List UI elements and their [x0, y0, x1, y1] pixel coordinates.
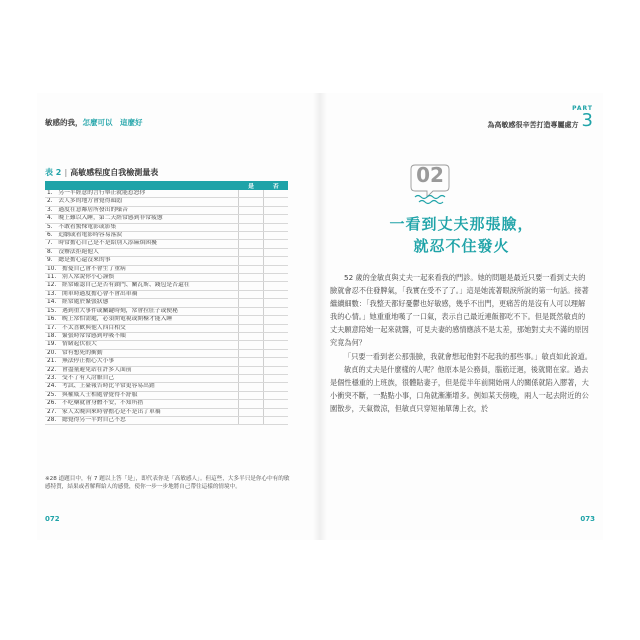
- yes-checkbox-cell[interactable]: [239, 232, 264, 240]
- no-checkbox-cell[interactable]: [264, 206, 289, 214]
- yes-checkbox-cell[interactable]: [239, 374, 264, 382]
- no-checkbox-cell[interactable]: [264, 282, 289, 290]
- yes-checkbox-cell[interactable]: [239, 383, 264, 391]
- yes-checkbox-cell[interactable]: [239, 190, 264, 198]
- no-checkbox-cell[interactable]: [264, 316, 289, 324]
- no-checkbox-cell[interactable]: [264, 383, 289, 391]
- left-header-part2: 怎麼可以 這麼好: [82, 118, 143, 127]
- body-paragraph-3: 敏貞的丈夫是什麼樣的人呢？他原本是公務員，腦筋迂迴，後就閒在家。過去是個性穩重的上班族，很體貼妻子，但是從半年前開始兩人的關係就陷入膠著，大小衝突不斷，一點點小事，口角就漸漸增多。例如某天傍晚，兩人一起去附近的公園散步，天氣微涼，但敏貞只穿短袖單薄上衣，於: [330, 364, 589, 413]
- no-checkbox-cell[interactable]: [264, 408, 289, 416]
- no-checkbox-cell[interactable]: [264, 290, 289, 298]
- title-separator: |: [64, 168, 68, 177]
- no-checkbox-cell[interactable]: [264, 358, 289, 366]
- question-cell: 22. 會盡量避免站在許多人面前: [45, 366, 239, 374]
- no-checkbox-cell[interactable]: [264, 341, 289, 349]
- yes-checkbox-cell[interactable]: [239, 416, 264, 424]
- question-cell: 2. 去人多的地方會覺得頭悶: [45, 198, 239, 206]
- yes-checkbox-cell[interactable]: [239, 307, 264, 315]
- table-row: [45, 248, 288, 256]
- yes-checkbox-cell[interactable]: [239, 282, 264, 290]
- yes-checkbox-cell[interactable]: [239, 316, 264, 324]
- page-number-right: 073: [580, 515, 595, 523]
- table-row: [45, 307, 288, 315]
- question-cell: 5. 不敢看驚悚電影或影集: [45, 223, 239, 231]
- yes-checkbox-cell[interactable]: [239, 274, 264, 282]
- table-row: [45, 215, 288, 223]
- question-cell: 10. 擔憂自己會不會生了重病: [45, 265, 239, 273]
- table-row: [45, 341, 288, 349]
- question-cell: 24. 考試、上臺報告時比平常更容易出錯: [45, 383, 239, 391]
- question-cell: 9. 總是擔心還沒來的事: [45, 257, 239, 265]
- headline-line-1: 一看到丈夫那張臉，: [389, 215, 534, 233]
- yes-checkbox-cell[interactable]: [239, 198, 264, 206]
- question-cell: 19. 情緒起伏很大: [45, 341, 239, 349]
- question-cell: 26. 不吃藥就會身體不安，不知所措: [45, 400, 239, 408]
- table-row: [45, 391, 288, 399]
- right-page: [320, 93, 603, 540]
- table-row: [45, 416, 288, 424]
- table-row: [45, 366, 288, 374]
- no-checkbox-cell[interactable]: [264, 198, 289, 206]
- question-cell: 11. 別人常說你小心謹慎: [45, 274, 239, 282]
- yes-checkbox-cell[interactable]: [239, 358, 264, 366]
- no-checkbox-cell[interactable]: [264, 190, 289, 198]
- header-question: [45, 181, 239, 190]
- no-checkbox-cell[interactable]: [264, 400, 289, 408]
- question-cell: 23. 受不了有人討厭自己: [45, 374, 239, 382]
- table-row: [45, 408, 288, 416]
- yes-checkbox-cell[interactable]: [239, 240, 264, 248]
- table-row: [45, 299, 288, 307]
- question-cell: 12. 經常確認自己是否有鎖門、關瓦斯、錢包是否還在: [45, 282, 239, 290]
- yes-checkbox-cell[interactable]: [239, 223, 264, 231]
- table-row: [45, 223, 288, 231]
- question-cell: 17. 不太喜歡與他人四目相交: [45, 324, 239, 332]
- table-row: [45, 282, 288, 290]
- no-checkbox-cell[interactable]: [264, 223, 289, 231]
- part-number: 3: [581, 110, 593, 131]
- yes-checkbox-cell[interactable]: [239, 215, 264, 223]
- table-row: [45, 240, 288, 248]
- question-cell: 3. 過度在意鄰居所發出的噪音: [45, 206, 239, 214]
- question-cell: 13. 開車時過度擔心會不會出車禍: [45, 290, 239, 298]
- table-row: [45, 358, 288, 366]
- page-number-left: 072: [45, 515, 60, 523]
- no-checkbox-cell[interactable]: [264, 299, 289, 307]
- yes-checkbox-cell[interactable]: [239, 341, 264, 349]
- question-cell: 28. 總覺得另一半對自己不忠: [45, 416, 239, 424]
- yes-checkbox-cell[interactable]: [239, 400, 264, 408]
- question-cell: 15. 遇到重大事件或關鍵時刻，常會拉肚子或便秘: [45, 307, 239, 315]
- left-header-part1: 敏感的我，: [45, 118, 83, 127]
- table-body: [45, 190, 288, 425]
- question-cell: 1. 另一半經意的言行舉止就能惹怒你: [45, 190, 239, 198]
- yes-checkbox-cell[interactable]: [239, 349, 264, 357]
- question-cell: 21. 無法停止擔心大小事: [45, 358, 239, 366]
- no-checkbox-cell[interactable]: [264, 248, 289, 256]
- question-cell: 4. 晚上難以入睡，第二天經常感到非常疲憊: [45, 215, 239, 223]
- chapter-number: 02: [416, 163, 444, 187]
- yes-checkbox-cell[interactable]: [239, 408, 264, 416]
- no-checkbox-cell[interactable]: [264, 257, 289, 265]
- no-checkbox-cell[interactable]: [264, 307, 289, 315]
- table-row: [45, 374, 288, 382]
- yes-checkbox-cell[interactable]: [239, 324, 264, 332]
- question-cell: 25. 與權威人士相處會覺得不舒服: [45, 391, 239, 399]
- table-row: [45, 232, 288, 240]
- table-row: [45, 198, 288, 206]
- yes-checkbox-cell[interactable]: [239, 366, 264, 374]
- question-cell: 18. 緊張時常常感到呼吸不順: [45, 332, 239, 340]
- right-running-header: [488, 105, 593, 130]
- no-checkbox-cell[interactable]: [264, 215, 289, 223]
- yes-checkbox-cell[interactable]: [239, 332, 264, 340]
- yes-checkbox-cell[interactable]: [239, 248, 264, 256]
- table-row: [45, 274, 288, 282]
- question-cell: 14. 經常處於緊張狀態: [45, 299, 239, 307]
- yes-checkbox-cell[interactable]: [239, 257, 264, 265]
- table-row: [45, 265, 288, 273]
- book-gutter-shadow: [313, 93, 327, 540]
- table-title: [45, 167, 158, 178]
- no-checkbox-cell[interactable]: [264, 240, 289, 248]
- header-yes: 是: [239, 181, 264, 190]
- no-checkbox-cell[interactable]: [264, 324, 289, 332]
- header-no: 否: [264, 181, 289, 190]
- table-number: 表 2: [45, 168, 62, 177]
- no-checkbox-cell[interactable]: [264, 349, 289, 357]
- question-cell: 6. 追劇或看電影時容易落淚: [45, 232, 239, 240]
- table-row: [45, 290, 288, 298]
- table-row: [45, 383, 288, 391]
- no-checkbox-cell[interactable]: [264, 274, 289, 282]
- question-cell: 20. 常有想死的衝動: [45, 349, 239, 357]
- table-title-text: 高敏感程度自我檢測量表: [70, 168, 159, 177]
- left-running-header: [45, 117, 143, 128]
- part-title: 為高敏感很辛苦打造專屬處方: [487, 121, 579, 129]
- left-page: [37, 93, 321, 540]
- question-cell: 16. 晚上常怕需處，必須開電視或開檯才能入睡: [45, 316, 239, 324]
- table-row: [45, 324, 288, 332]
- headline-line-2: 就忍不住發火: [413, 237, 510, 255]
- table-row: [45, 206, 288, 214]
- yes-checkbox-cell[interactable]: [239, 391, 264, 399]
- book-spread: [37, 93, 603, 540]
- body-paragraph-2: 「只要一看到老公那張臉，我就會想起他對不起我的那些事。」敏貞如此說道。: [344, 351, 592, 361]
- no-checkbox-cell[interactable]: [264, 232, 289, 240]
- yes-checkbox-cell[interactable]: [239, 290, 264, 298]
- table-row: [45, 349, 288, 357]
- speech-bubble-icon: [405, 163, 455, 207]
- body-text: [330, 271, 592, 415]
- no-checkbox-cell[interactable]: [264, 265, 289, 273]
- table-note: ※28 道題目中，有 7 題以上答「是」，即代表你是「高敏感人」。但這些，大多半只是你心中有的敏感特質，結果或者解釋給人的感覺，使你一步一步地將自己帶往這樣的情境中。: [45, 476, 290, 490]
- no-checkbox-cell[interactable]: [264, 391, 289, 399]
- question-cell: 27. 家人太晚回來時會擔心是不是出了車禍: [45, 408, 239, 416]
- yes-checkbox-cell[interactable]: [239, 206, 264, 214]
- table-row: [45, 190, 288, 198]
- part-label: PART: [572, 105, 593, 112]
- chapter-marker: [405, 163, 455, 207]
- table-row: [45, 332, 288, 340]
- question-cell: 8. 沒辦法拒絕他人: [45, 248, 239, 256]
- no-checkbox-cell[interactable]: [264, 374, 289, 382]
- no-checkbox-cell[interactable]: [264, 366, 289, 374]
- self-test-table: [45, 181, 288, 425]
- yes-checkbox-cell[interactable]: [239, 299, 264, 307]
- no-checkbox-cell[interactable]: [264, 416, 289, 424]
- yes-checkbox-cell[interactable]: [239, 265, 264, 273]
- no-checkbox-cell[interactable]: [264, 332, 289, 340]
- table-row: [45, 316, 288, 324]
- question-cell: 7. 時常擔心自己是不是給別人添麻煩困擾: [45, 240, 239, 248]
- body-paragraph-1: 52 歲的金敏貞與丈夫一起來看我的門診。她的問題是最近只要一看到丈夫的臉就會忍不住發脾氣，「我實在受不了了。」這是她流著眼淚所說的第一句話。接著繼續細數：「我整天都好憂鬱也好敏感，幾乎不出門，更痛苦的是沒有人可以理解我的心情。」她重重地嘆了一口氣，表示自己最近連飯都吃不下。但是既然敏貞的丈夫願意陪她一起來就醫，可見夫妻的感情應該不是太差，那她對丈夫不滿的原因究竟為何？: [330, 273, 589, 348]
- table-header-row: [45, 181, 288, 190]
- table-row: [45, 257, 288, 265]
- table-row: [45, 400, 288, 408]
